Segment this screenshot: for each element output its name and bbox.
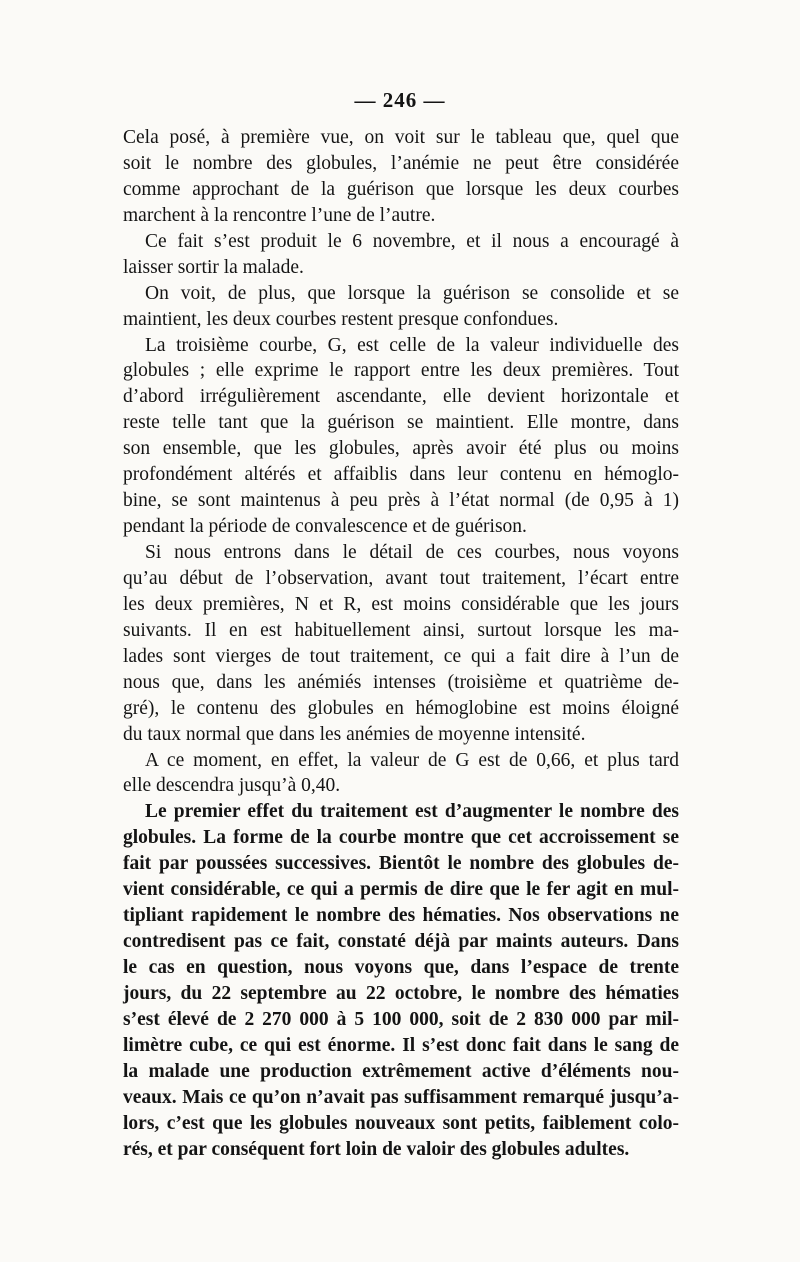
text-line: Si nous entrons dans le détail de ces courbes, nous voyons [145, 542, 679, 563]
text-line: du taux normal que dans les anémies de moyenne intensité. [123, 723, 586, 745]
text-line: qu’au début de l’observation, avant tout traitement, l’écart entre [123, 567, 679, 589]
paragraph [123, 333, 679, 541]
text-line: On voit, de plus, que lorsque la guérison se consolide et se [145, 282, 679, 304]
text-line: A ce moment, en effet, la valeur de G est de 0,66, et plus tard [145, 749, 679, 771]
paragraph [123, 229, 679, 281]
text-line: suivants. Il en est habituellement ainsi, surtout lorsque les ma- [123, 619, 679, 641]
text-line: bine, se sont maintenus à peu près à l’état normal (de 0,95 à 1) [123, 490, 679, 512]
text-line: limètre cube, ce qui est énorme. Il s’est donc fait dans le sang de [123, 1034, 679, 1056]
text-line: profondément altérés et affaiblis dans leur contenu en hémoglo- [123, 464, 679, 486]
paragraph [123, 281, 679, 333]
text-line: Le premier effet du traitement est d’augmenter le nombre des [145, 801, 679, 823]
text-line: La troisième courbe, G, est celle de la valeur individuelle des [145, 334, 679, 356]
text-line: la malade une production extrêmement active d’éléments nou- [123, 1060, 679, 1082]
text-line: les deux premières, N et R, est moins considérable que les jours [123, 593, 679, 615]
text-line: comme approchant de la guérison que lorsque les deux courbes [123, 178, 679, 200]
paragraph [123, 799, 679, 1162]
text-line: vient considérable, ce qui a permis de dire que le fer agit en mul- [123, 879, 679, 901]
text-line: tipliant rapidement le nombre des hématies. Nos observations ne [123, 905, 679, 927]
page-number: — 246 — [354, 88, 446, 112]
text-line: soit le nombre des globules, l’anémie ne peut être considérée [123, 152, 679, 174]
text-line: nous que, dans les anémiés intenses (troisième et quatrième de- [123, 671, 679, 693]
text-line: son ensemble, que les globules, après avoir été plus ou moins [123, 438, 679, 460]
text-line: gré), le contenu des globules en hémoglobine est moins éloigné [123, 697, 679, 719]
text-line: pendant la période de convalescence et de guérison. [123, 516, 527, 538]
text-line: Ce fait s’est produit le 6 novembre, et il nous a encouragé à [145, 230, 679, 252]
text-line: lors, c’est que les globules nouveaux sont petits, faiblement colo- [123, 1112, 679, 1134]
text-line: reste telle tant que la guérison se maintient. Elle montre, dans [123, 412, 679, 434]
paragraph [123, 540, 679, 748]
text-line: fait par poussées successives. Bientôt le nombre des globules de- [123, 853, 679, 875]
text-line: marchent à la rencontre l’une de l’autre. [123, 204, 436, 226]
paragraph [123, 125, 679, 229]
text-line: le cas en question, nous voyons que, dans l’espace de trente [123, 957, 679, 978]
text-line: rés, et par conséquent fort loin de valoir des globules adultes. [123, 1138, 630, 1160]
text-line: Cela posé, à première vue, on voit sur le tableau que, quel que [123, 127, 679, 148]
text-line: contredisent pas ce fait, constaté déjà par maints auteurs. Dans [123, 931, 679, 953]
text-line: lades sont vierges de tout traitement, ce qui a fait dire à l’un de [123, 645, 679, 667]
text-line: maintient, les deux courbes restent presque confondues. [123, 308, 559, 330]
text-line: globules. La forme de la courbe montre que cet accroissement se [123, 827, 679, 849]
text-line: laisser sortir la malade. [123, 256, 304, 278]
text-line: globules ; elle exprime le rapport entre les deux premières. Tout [123, 360, 679, 382]
text-line: veaux. Mais ce qu’on n’avait pas suffisamment remarqué jusqu’a- [123, 1086, 679, 1108]
paragraph [123, 748, 679, 800]
body-text [123, 125, 679, 1163]
text-line: elle descendra jusqu’à 0,40. [123, 775, 341, 797]
text-line: d’abord irrégulièrement ascendante, elle devient horizontale et [123, 386, 679, 408]
text-line: jours, du 22 septembre au 22 octobre, le nombre des hématies [123, 982, 679, 1004]
text-line: s’est élevé de 2 270 000 à 5 100 000, soit de 2 830 000 par mil- [123, 1008, 679, 1030]
